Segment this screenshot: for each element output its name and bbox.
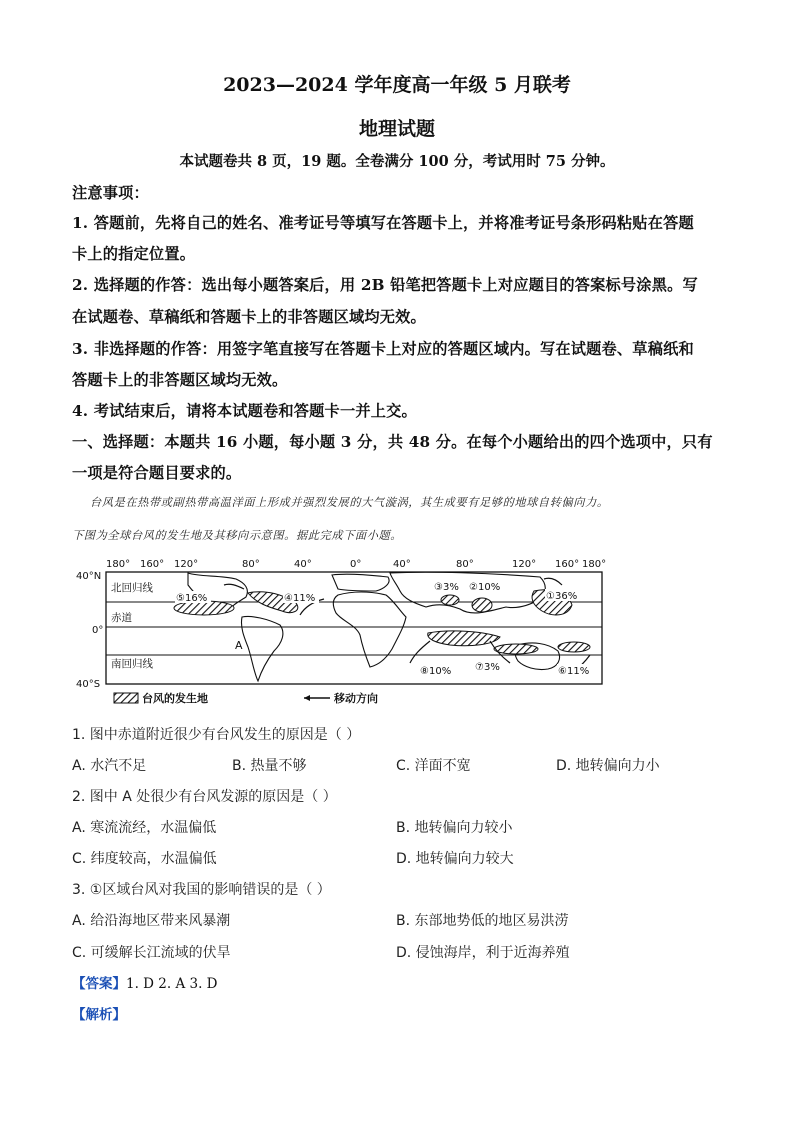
lat-label: 40°S xyxy=(76,679,101,690)
question-2-option-c[interactable]: C. 纬度较高，水温偏低 xyxy=(72,851,217,867)
lon-label: 0° xyxy=(350,559,362,570)
question-intro-cont: 下图为全球台风的发生地及其移向示意图。据此完成下面小题。 xyxy=(72,529,403,542)
region-label-7: ⑦3% xyxy=(475,662,500,673)
typhoon-area-6 xyxy=(558,642,590,652)
section-heading: 一、选择题：本题共 16 小题，每小题 3 分，共 48 分。在每个小题给出的四个选项中，只有 xyxy=(72,433,713,451)
question-3-option-b[interactable]: B. 东部地势低的地区易洪涝 xyxy=(396,913,569,929)
africa-outline xyxy=(333,592,406,667)
question-2-stem: 2. 图中 A 处很少有台风发源的原因是（ ） xyxy=(72,789,337,805)
region-label-6: ⑥11% xyxy=(558,666,590,677)
notice-line: 卡上的指定位置。 xyxy=(72,245,196,263)
notice-line: 3. 非选择题的作答：用签字笔直接写在答题卡上对应的答题区域内。写在试题卷、草稿纸和 xyxy=(72,340,694,358)
question-intro: 台风是在热带或副热带高温洋面上形成并强烈发展的大气漩涡，其生成要有足够的地球自转偏向力。 xyxy=(90,496,609,509)
lon-label: 40° xyxy=(393,559,411,570)
map-legend xyxy=(114,691,378,705)
region-label-2: ②10% xyxy=(469,582,501,593)
notice-line: 4. 考试结束后，请将本试题卷和答题卡一并上交。 xyxy=(72,402,417,420)
notice-heading: 注意事项： xyxy=(72,184,149,202)
typhoon-map xyxy=(70,555,610,710)
notice-line: 1. 答题前，先将自己的姓名、准考证号等填写在答题卡上，并将准考证号条形码粘贴在答题 xyxy=(72,214,694,232)
question-1-option-b[interactable]: B. 热量不够 xyxy=(232,758,307,774)
notice-line: 答题卡上的非答题区域均无效。 xyxy=(72,371,288,389)
question-3-option-c[interactable]: C. 可缓解长江流域的伏旱 xyxy=(72,945,231,961)
answer-line xyxy=(72,972,218,992)
lon-label: 80° xyxy=(242,559,260,570)
legend-arrow-head xyxy=(304,695,310,701)
legend-arrow-label: 移动方向 xyxy=(334,692,378,705)
lon-label: 160° xyxy=(555,559,580,570)
lon-label: 180° xyxy=(582,559,607,570)
question-1-option-a[interactable]: A. 水汽不足 xyxy=(72,758,147,774)
section-heading-cont: 一项是符合题目要求的。 xyxy=(72,464,242,482)
exam-info: 本试题卷共 8 页，19 题。全卷满分 100 分，考试用时 75 分钟。 xyxy=(179,153,615,170)
legend-area-label: 台风的发生地 xyxy=(142,692,208,705)
answer-values: 1. D 2. A 3. D xyxy=(126,976,218,992)
question-3-option-d[interactable]: D. 侵蚀海岸，利于近海养殖 xyxy=(396,945,570,961)
question-1-stem: 1. 图中赤道附近很少有台风发生的原因是（ ） xyxy=(72,727,361,743)
answer-label: 【答案】 xyxy=(72,976,126,992)
question-2-option-a[interactable]: A. 寒流流经，水温偏低 xyxy=(72,820,217,836)
lon-label: 180° xyxy=(106,559,131,570)
region-label-3: ③3% xyxy=(434,582,459,593)
movement-arrow xyxy=(224,584,244,589)
south-america-outline xyxy=(241,616,282,681)
legend-hatch-swatch xyxy=(114,693,138,703)
lat-label: 0° xyxy=(92,625,104,636)
question-1-option-d[interactable]: D. 地转偏向力小 xyxy=(556,758,660,774)
notice-line: 在试题卷、草稿纸和答题卡上的非答题区域均无效。 xyxy=(72,308,426,326)
typhoon-area-8 xyxy=(428,631,500,646)
question-3-stem: 3. ①区域台风对我国的影响错误的是（ ） xyxy=(72,882,331,898)
exam-title: 2023—2024 学年度高一年级 5 月联考 xyxy=(223,74,571,96)
lon-label: 80° xyxy=(456,559,474,570)
lat-label: 40°N xyxy=(76,571,102,582)
europe-outline xyxy=(332,574,389,591)
notice-line: 2. 选择题的作答：选出每小题答案后，用 2B 铅笔把答题卡上对应题目的答案标号涂黑。写 xyxy=(72,276,698,294)
lon-label: 40° xyxy=(294,559,312,570)
region-label-4: ④11% xyxy=(284,593,316,604)
lon-label: 120° xyxy=(512,559,537,570)
question-2-option-d[interactable]: D. 地转偏向力较大 xyxy=(396,851,514,867)
tropic-of-capricorn-label: 南回归线 xyxy=(111,658,153,670)
typhoon-area-7 xyxy=(494,644,538,654)
subject-title: 地理试题 xyxy=(358,118,435,140)
question-3-option-a[interactable]: A. 给沿海地区带来风暴潮 xyxy=(72,913,231,929)
question-2-option-b[interactable]: B. 地转偏向力较小 xyxy=(396,820,513,836)
question-1-option-c[interactable]: C. 洋面不宽 xyxy=(396,758,471,774)
tropic-of-cancer-label: 北回归线 xyxy=(111,582,153,594)
point-a-label: A xyxy=(235,639,243,652)
region-label-8: ⑧10% xyxy=(420,666,452,677)
equator-label: 赤道 xyxy=(111,612,132,624)
analysis-label: 【解析】 xyxy=(72,1007,126,1023)
region-label-5: ⑤16% xyxy=(176,593,208,604)
analysis-line xyxy=(72,1003,126,1023)
movement-arrow xyxy=(410,641,430,663)
movement-arrow xyxy=(544,578,562,585)
asia-outline xyxy=(390,572,545,613)
longitude-labels xyxy=(106,559,606,570)
lon-label: 160° xyxy=(140,559,165,570)
typhoon-area-3 xyxy=(441,595,459,605)
lon-label: 120° xyxy=(174,559,199,570)
region-label-1: ①36% xyxy=(546,591,578,602)
typhoon-area-2 xyxy=(472,598,492,612)
